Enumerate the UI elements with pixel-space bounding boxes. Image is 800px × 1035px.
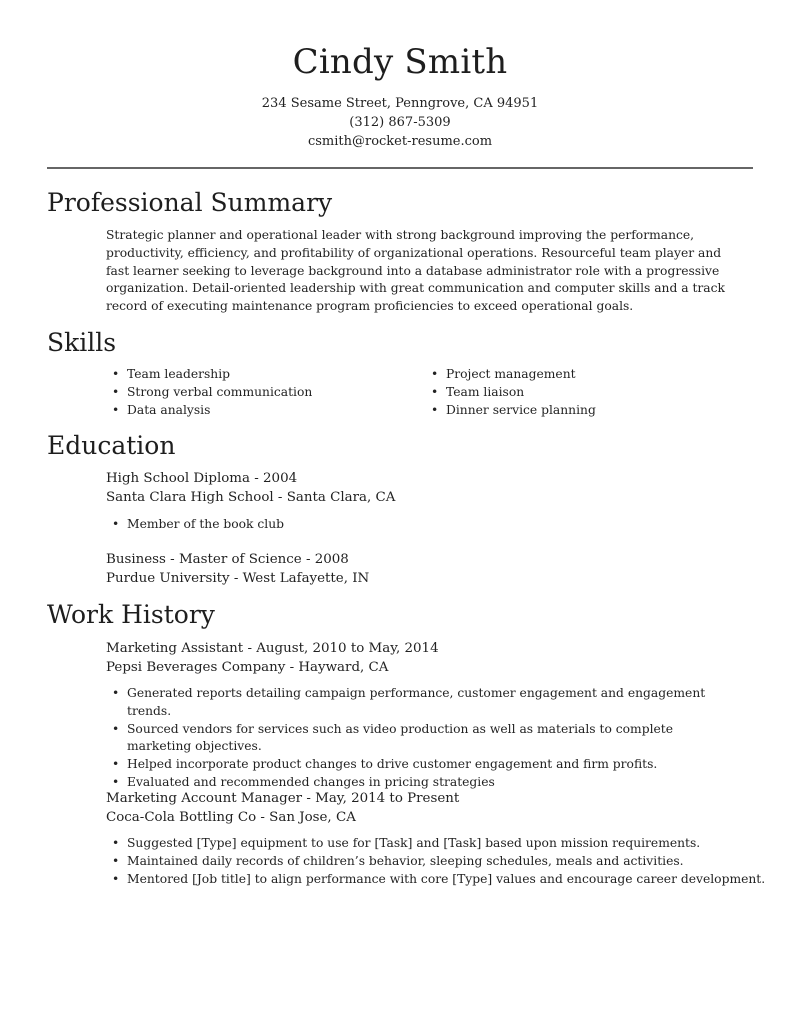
skills-list-right	[425, 366, 725, 419]
email: csmith@rocket-resume.com	[307, 134, 493, 149]
job-bullet: • Sourced vendors for services such as video production as well as materials to complete marketing objectives.	[106, 721, 726, 757]
section-title-summary: Professional Summary	[47, 188, 333, 217]
job-bullets	[106, 685, 726, 792]
phone: (312) 867-5309	[349, 115, 451, 130]
job-bullet: • Helped incorporate product changes to drive customer engagement and firm profits.	[106, 756, 726, 774]
header-divider	[47, 167, 753, 169]
job-bullet: • Evaluated and recommended changes in pricing strategies	[106, 774, 726, 792]
skill-item: • Team leadership	[106, 366, 406, 384]
skill-item: • Team liaison	[425, 384, 725, 402]
school-line: Santa Clara High School - Santa Clara, CA	[106, 490, 396, 505]
skill-item: • Dinner service planning	[425, 402, 725, 420]
education-bullets	[106, 516, 284, 534]
degree-line: Business - Master of Science - 2008	[106, 552, 349, 567]
skill-item: • Project management	[425, 366, 725, 384]
job-bullet: • Maintained daily records of children’s behavior, sleeping schedules, meals and activities.	[106, 853, 766, 871]
degree-line: High School Diploma - 2004	[106, 471, 298, 486]
summary-text: Strategic planner and operational leader with strong background improving the performance, productivity, efficiency, and profitability of organizational operations. Resourceful team player and fast learner seeking to leverage background into a database administrator role with a progressive organization. Detail-oriented leadership with great communication and computer skills and a track record of executing maintenance program proficiencies to exceed operational goals.	[106, 228, 725, 314]
company-line: Pepsi Beverages Company - Hayward, CA	[106, 660, 389, 675]
job-entry	[106, 639, 439, 677]
section-title-work: Work History	[47, 600, 215, 629]
job-title-line: Marketing Assistant - August, 2010 to May, 2014	[106, 641, 439, 656]
job-title-line: Marketing Account Manager - May, 2014 to Present	[106, 791, 460, 806]
company-line: Coca-Cola Bottling Co - San Jose, CA	[106, 810, 356, 825]
education-entry	[106, 550, 369, 588]
education-bullet: • Member of the book club	[106, 516, 284, 534]
job-bullet: • Generated reports detailing campaign performance, customer engagement and engagement trends.	[106, 685, 726, 721]
job-bullets	[106, 835, 766, 888]
address: 234 Sesame Street, Penngrove, CA 94951	[261, 96, 539, 111]
skill-item: • Data analysis	[106, 402, 406, 420]
school-line: Purdue University - West Lafayette, IN	[106, 571, 370, 586]
section-title-skills: Skills	[47, 328, 117, 357]
contact-info	[0, 94, 800, 151]
section-title-education: Education	[47, 431, 176, 460]
job-entry	[106, 789, 459, 827]
skill-item: • Strong verbal communication	[106, 384, 406, 402]
job-bullet: • Mentored [Job title] to align performance with core [Type] values and encourage career development.	[106, 871, 766, 889]
skills-list-left	[106, 366, 406, 419]
candidate-name: Cindy Smith	[292, 42, 508, 82]
job-bullet: • Suggested [Type] equipment to use for [Task] and [Task] based upon mission requirements.	[106, 835, 766, 853]
education-entry	[106, 469, 395, 507]
